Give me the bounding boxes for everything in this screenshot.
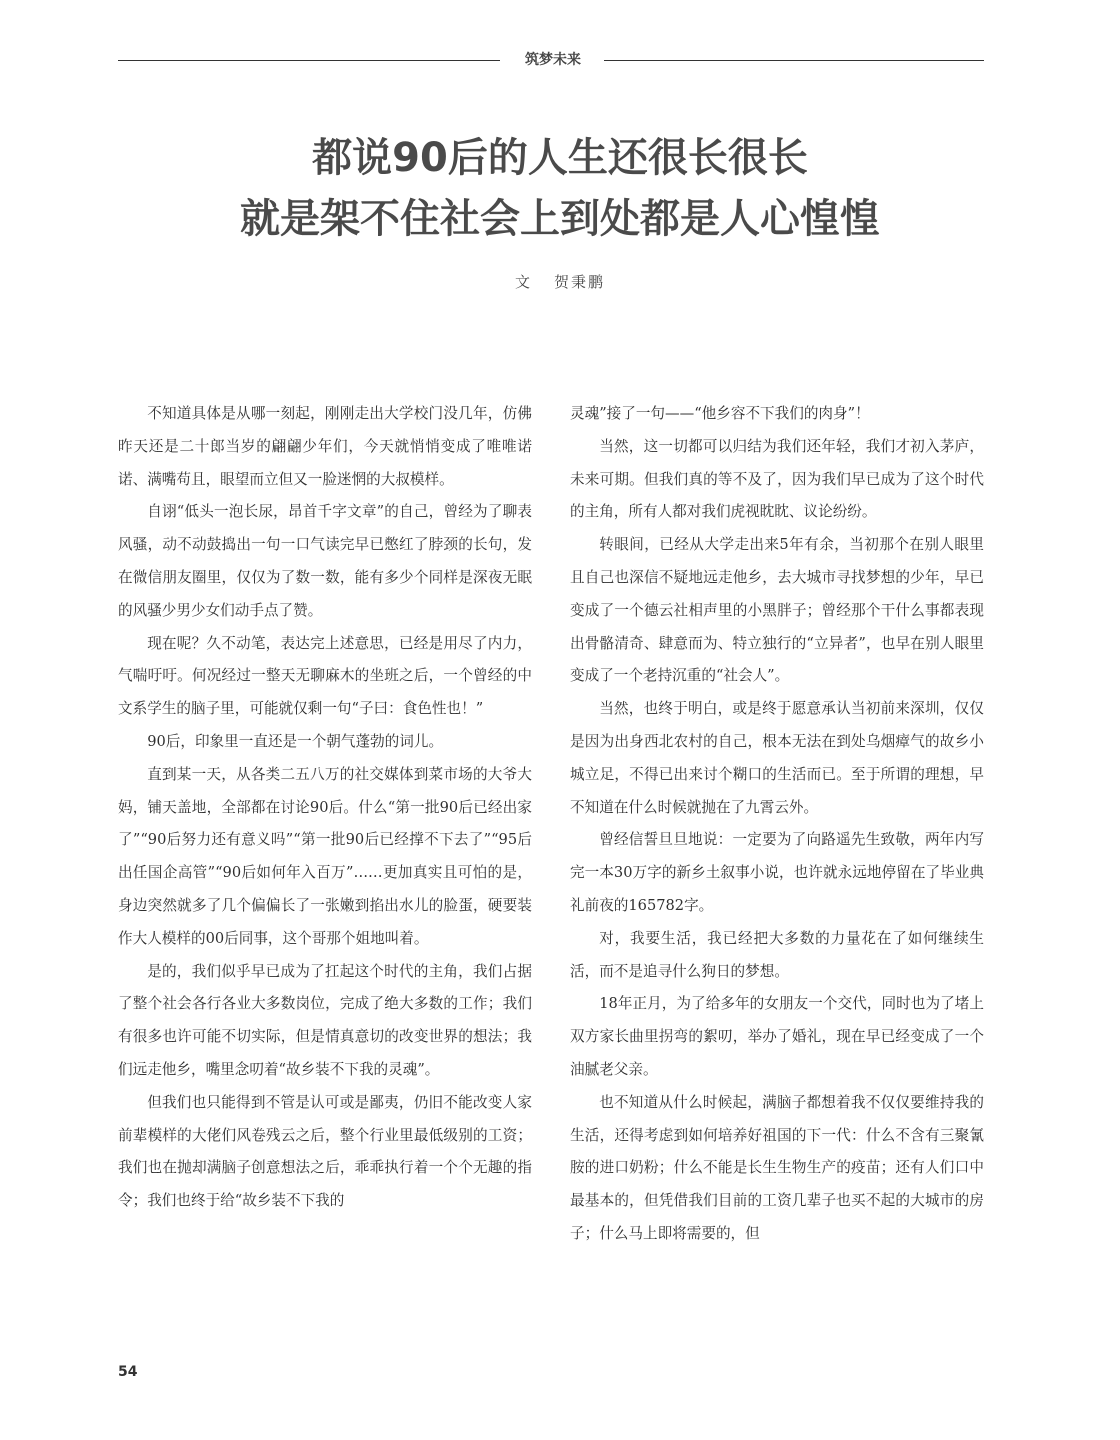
- left-column: [118, 398, 532, 1218]
- paragraph: 不知道具体是从哪一刻起，刚刚走出大学校门没几年，仿佛昨天还是二十郎当岁的翩翩少年们，今天就悄悄变成了唯唯诺诺、满嘴苟且，眼望而立但又一脸迷惘的大叔模样。: [118, 405, 532, 488]
- paragraph: 但我们也只能得到不管是认可或是鄙夷，仍旧不能改变人家前辈模样的大佬们风卷残云之后，整个行业里最低级别的工资；我们也在抛却满脑子创意想法之后，乖乖执行着一个个无趣的指令；我们也终于给“故乡装不下我的: [118, 1093, 532, 1210]
- article-title: [60, 128, 1060, 250]
- paragraph: 90后，印象里一直还是一个朝气蓬勃的词儿。: [147, 732, 444, 750]
- section-label: 筑梦未来: [525, 52, 581, 68]
- paragraph-continuation: 灵魂”接了一句——“他乡容不下我们的肉身”！: [570, 405, 870, 422]
- paragraph: 曾经信誓旦旦地说：一定要为了向路遥先生致敬，两年内写完一本30万字的新乡土叙事小说，也许就永远地停留在了毕业典礼前夜的165782字。: [570, 831, 984, 914]
- header-rule-left: [118, 60, 500, 61]
- paragraph: 当然，这一切都可以归结为我们还年轻，我们才初入茅庐，未来可期。但我们真的等不及了，因为我们早已成为了这个时代的主角，所有人都对我们虎视眈眈、议论纷纷。: [570, 437, 984, 521]
- paragraph: 18年正月，为了给多年的女朋友一个交代，同时也为了堵上双方家长曲里拐弯的絮叨，举办了婚礼，现在早已经变成了一个油腻老父亲。: [570, 995, 984, 1078]
- byline-author: 贺秉鹏: [554, 273, 606, 291]
- paragraph: 现在呢？久不动笔，表达完上述意思，已经是用尽了内力，气喘吁吁。何况经过一整天无聊麻木的坐班之后，一个曾经的中文系学生的脑子里，可能就仅剩一句“子曰：食色性也！”: [118, 634, 532, 718]
- paragraph: 转眼间，已经从大学走出来5年有余，当初那个在别人眼里且自己也深信不疑地远走他乡，去大城市寻找梦想的少年，早已变成了一个德云社相声里的小黑胖子；曾经那个干什么事都表现出骨骼清奇、肆意而为、特立独行的“立异者”，也早在别人眼里变成了一个老持沉重的“社会人”。: [570, 536, 984, 685]
- title-line-1: 都说90后的人生还很长很长: [312, 135, 808, 181]
- byline-prefix: 文: [514, 273, 532, 291]
- page-number: 54: [118, 1364, 138, 1380]
- paragraph: 也不知道从什么时候起，满脑子都想着我不仅仅要维持我的生活，还得考虑到如何培养好祖国的下一代：什么不含有三聚氰胺的进口奶粉；什么不能是长生生物生产的疫苗；还有人们口中最基本的，但凭借我们目前的工资几辈子也买不起的大城市的房子；什么马上即将需要的，但: [570, 1093, 984, 1242]
- paragraph: 对，我要生活，我已经把大多数的力量花在了如何继续生活，而不是追寻什么狗日的梦想。: [570, 929, 984, 980]
- section-header: [118, 47, 984, 73]
- header-rule-right: [604, 60, 984, 61]
- title-line-2: 就是架不住社会上到处都是人心惶惶: [240, 196, 880, 242]
- paragraph: 自诩“低头一泡长尿，昂首千字文章”的自己，曾经为了聊表风骚，动不动鼓捣出一句一口气读完早已憋红了脖颈的长句，发在微信朋友圈里，仅仅为了数一数，能有多少个同样是深夜无眠的风骚少男少女们动手点了赞。: [118, 503, 532, 619]
- paragraph: 直到某一天，从各类二五八万的社交媒体到菜市场的大爷大妈，铺天盖地，全部都在讨论90后。什么“第一批90后已经出家了”“90后努力还有意义吗”“第一批90后已经撑不下去了”“95后出任国企高管”“90后如何年入百万”……更加真实且可怕的是，身边突然就多了几个偏偏长了一张嫩到掐出水儿的脸蛋，硬要装作大人模样的00后同事，这个哥那个姐地叫着。: [118, 765, 532, 947]
- paragraph: 当然，也终于明白，或是终于愿意承认当初前来深圳，仅仅是因为出身西北农村的自己，根本无法在到处乌烟瘴气的故乡小城立足，不得已出来讨个糊口的生活而已。至于所谓的理想，早不知道在什么时候就抛在了九霄云外。: [570, 700, 984, 816]
- paragraph: 是的，我们似乎早已成为了扛起这个时代的主角，我们占据了整个社会各行各业大多数岗位，完成了绝大多数的工作；我们有很多也许可能不切实际，但是情真意切的改变世界的想法；我们远走他乡，嘴里念叨着“故乡装不下我的灵魂”。: [118, 962, 532, 1078]
- byline: [460, 272, 660, 292]
- right-column: [570, 398, 984, 1251]
